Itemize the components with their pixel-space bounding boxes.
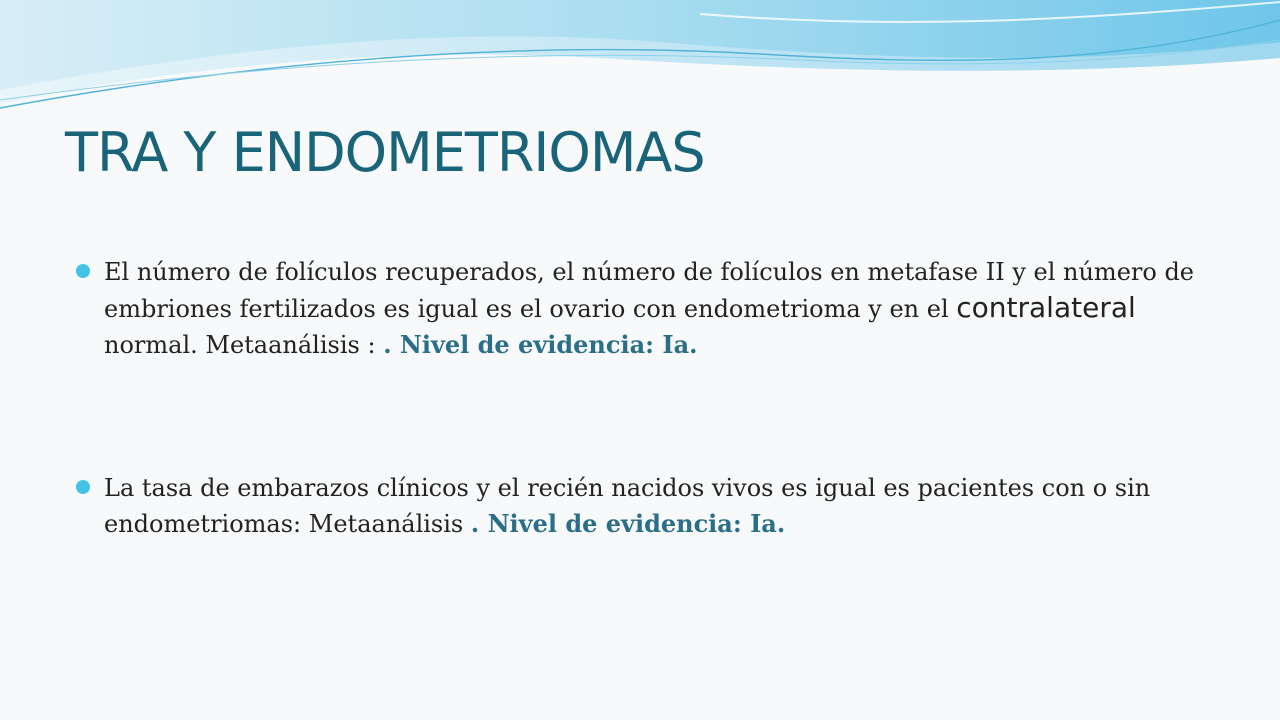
- bullet-item: [76, 470, 1216, 542]
- bullet-dot-icon: [76, 264, 90, 278]
- bullet-item: [76, 254, 1216, 363]
- bullet-text-large: contralateral: [956, 291, 1136, 324]
- bullet-dot-icon: [76, 480, 90, 494]
- bullet-text: El número de folículos recuperados, el número de folículos en metafase II y el número de embriones fertilizados es igual es el ovario con endometrioma y en el: [104, 258, 1195, 323]
- slide-title: TRA Y ENDOMETRIOMAS: [65, 121, 705, 184]
- evidence-level: . Nivel de evidencia: Ia.: [470, 509, 786, 538]
- bullet-list: [76, 254, 1216, 542]
- bullet-text: La tasa de embarazos clínicos y el recién nacidos vivos es igual es pacientes con o sin endometriomas: Metaanálisis: [104, 474, 1151, 538]
- evidence-level: . Nivel de evidencia: Ia.: [383, 330, 698, 359]
- header-wave-decoration: [0, 0, 1280, 120]
- bullet-text-after: normal. Metaanálisis :: [104, 331, 384, 359]
